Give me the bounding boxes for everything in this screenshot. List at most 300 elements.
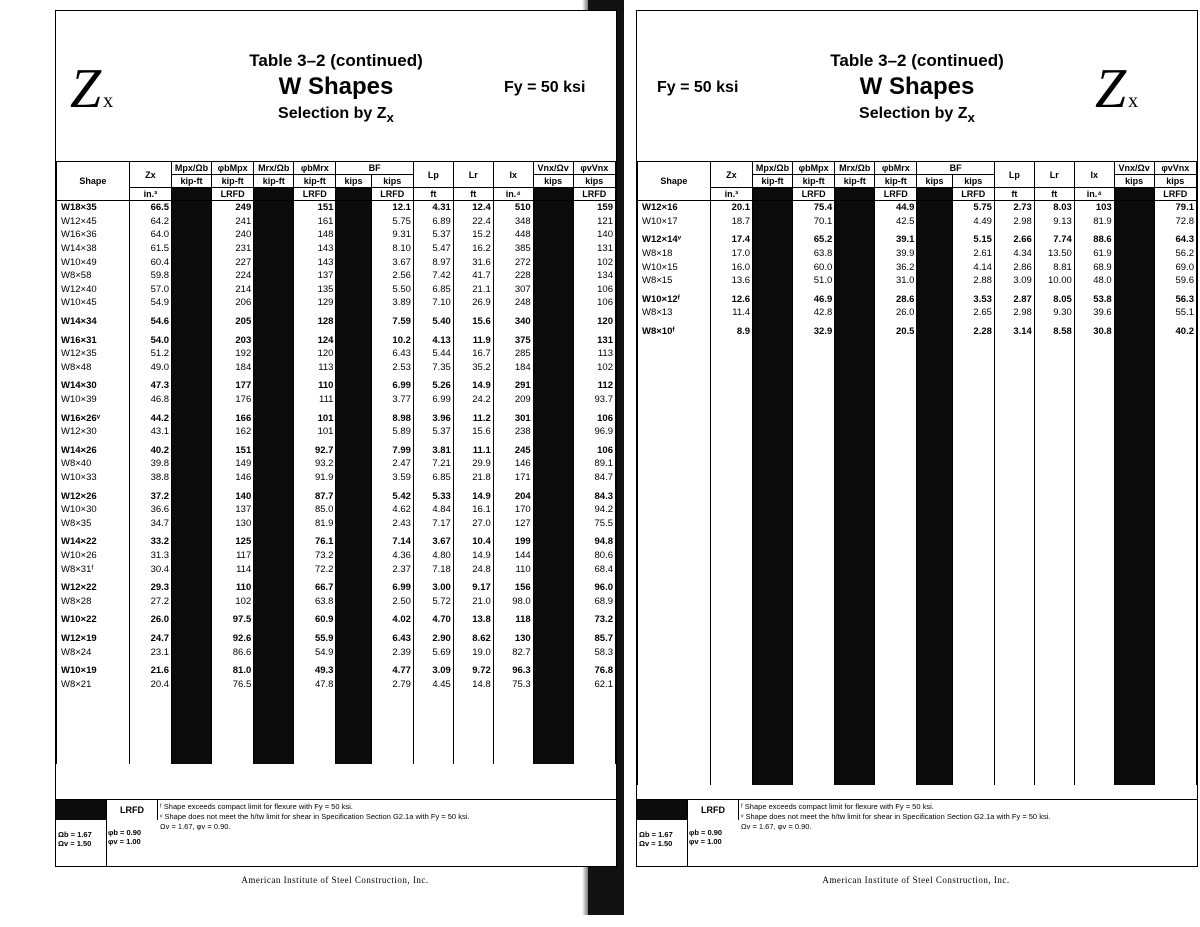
ix-cell: 340 [493,310,533,329]
lp-cell: 2.73 [994,201,1034,215]
shape-cell: W14×26 [57,439,130,458]
lrfd-label: LRFD [106,800,158,820]
r_lrfd-cell: 44.9 [875,201,917,215]
p_lrfd-cell: 86.6 [211,645,253,659]
table-caption: Table 3–2 (continued) [830,51,1004,70]
empty-cell [710,338,752,785]
phi-v: φv = 1.00 [689,837,722,846]
r_lrfd-cell: 93.2 [294,457,336,471]
lr-cell: 16.2 [453,242,493,256]
zx-cell: 12.6 [710,288,752,307]
bf-cell: 2.43 [371,516,413,530]
right-selection-table [637,161,1197,785]
asd-shaded-cell [917,288,952,307]
table-row [57,242,616,256]
empty-cell [129,691,171,764]
empty-cell [994,338,1034,785]
table-row [57,471,616,485]
lr-cell: 14.9 [453,374,493,393]
shape-cell: W10×17 [638,215,711,229]
bf-cell: 4.49 [952,215,994,229]
ix-cell: 75.3 [493,677,533,691]
unit-header: kip-ft [254,175,294,188]
shape-cell: W10×33 [57,471,130,485]
asd-shaded-cell [533,255,573,269]
ix-cell: 110 [493,562,533,576]
zx-header: Zx [129,162,171,188]
table-subtitle [757,105,1077,125]
unit-header: kip-ft [835,175,875,188]
asd-shaded-cell [917,320,952,339]
ix-cell: 39.6 [1074,306,1114,320]
unit-header: kips [573,175,615,188]
lp-cell: 2.87 [994,288,1034,307]
p_lrfd-cell: 231 [211,242,253,256]
empty-cell [1034,338,1074,785]
shape-cell: W8×35 [57,516,130,530]
p_lrfd-cell: 140 [211,484,253,503]
zx-cell: 54.6 [129,310,171,329]
p_lrfd-cell: 63.8 [792,247,834,261]
asd-shaded-cell [336,374,371,393]
zx-cell: 17.4 [710,228,752,247]
asd-shaded-cell [917,338,952,785]
asd-shaded-cell [1114,306,1154,320]
asd-factors [639,830,685,848]
asd-shaded-cell [753,228,793,247]
asd-shaded-cell [336,562,371,576]
filler-row [638,338,1197,785]
asd-shaded-cell [336,576,371,595]
v-cell: 40.2 [1154,320,1196,339]
asd-shaded-cell [835,201,875,215]
zx-cell: 33.2 [129,530,171,549]
zx-cell: 47.3 [129,374,171,393]
subtitle-text: Selection by Z [859,105,968,122]
asd-shaded-cell [753,306,793,320]
lrfd-label: LRFD [687,800,739,820]
footnotes [160,802,610,832]
shape-cell: W8×58 [57,269,130,283]
r_lrfd-cell: 91.9 [294,471,336,485]
asd-shaded-cell [254,503,294,517]
zx-cell: 54.0 [129,328,171,347]
empty-cell [638,338,711,785]
lr-cell: 15.2 [453,228,493,242]
bf-cell: 3.67 [371,255,413,269]
asd-shaded-cell [753,201,793,215]
zx-cell: 39.8 [129,457,171,471]
asd-shaded-cell [1114,228,1154,247]
v-cell: 72.8 [1154,215,1196,229]
table-row [57,310,616,329]
ix-cell: 228 [493,269,533,283]
bf-cell: 6.43 [371,347,413,361]
shape-cell: W12×30 [57,425,130,439]
asd-shaded-cell [254,374,294,393]
zx-cell: 46.8 [129,393,171,407]
asd-shaded-cell [835,288,875,307]
zx-cell: 17.0 [710,247,752,261]
bf-cell: 5.89 [371,425,413,439]
omega-b: Ωb = 1.67 [58,830,92,839]
shape-cell: W18×35 [57,201,130,215]
asd-shaded-cell [753,247,793,261]
unit-header [917,188,952,201]
asd-shaded-cell [254,242,294,256]
table-row [57,503,616,517]
lr-cell: 10.4 [453,530,493,549]
bf-cell: 4.62 [371,503,413,517]
right-title-block [757,51,1077,125]
lp-cell: 3.14 [994,320,1034,339]
asd-shaded-cell [172,516,212,530]
unit-header: kips [1154,175,1196,188]
shape-cell: W8×13 [638,306,711,320]
asd-shaded-cell [172,471,212,485]
r_lrfd-cell: 81.9 [294,516,336,530]
bf-cell: 2.28 [952,320,994,339]
asd-shaded-cell [172,425,212,439]
bf-cell: 10.2 [371,328,413,347]
r_lrfd-cell: 148 [294,228,336,242]
bf-cell: 5.42 [371,484,413,503]
asd-shaded-cell [753,215,793,229]
p_lrfd-cell: 224 [211,269,253,283]
empty-cell [493,691,533,764]
bf-cell: 9.31 [371,228,413,242]
empty-cell [875,338,917,785]
lp-cell: 4.70 [413,608,453,627]
table-row [57,425,616,439]
unit-header: ft [453,188,493,201]
p_lrfd-cell: 70.1 [792,215,834,229]
bf-cell: 7.59 [371,310,413,329]
bf-cell: 2.50 [371,594,413,608]
lr-cell: 29.9 [453,457,493,471]
unit-header: LRFD [875,188,917,201]
lp-cell: 5.69 [413,645,453,659]
p_lrfd-cell: 203 [211,328,253,347]
ix-cell: 82.7 [493,645,533,659]
asd-shaded-cell [336,201,371,215]
lr-cell: 21.0 [453,594,493,608]
lp-cell: 6.85 [413,283,453,297]
asd-shaded-cell [533,269,573,283]
table-row [638,320,1197,339]
zx-cell: 34.7 [129,516,171,530]
lp-cell: 3.00 [413,576,453,595]
subtitle-text: Selection by Z [278,105,387,122]
bf-cell: 4.02 [371,608,413,627]
unit-header [1114,188,1154,201]
lrfd-factors [689,828,735,846]
r_lrfd-cell: 72.2 [294,562,336,576]
shape-cell: W12×26 [57,484,130,503]
bf-header: BF [917,162,994,175]
table-row [57,393,616,407]
lp-cell: 3.67 [413,530,453,549]
asd-shaded-cell [254,347,294,361]
bf-cell: 5.15 [952,228,994,247]
r_lrfd-cell: 92.7 [294,439,336,458]
phi-b: φb = 0.90 [108,828,142,837]
empty-cell [211,691,253,764]
right-page [636,10,1198,867]
asd-shaded-cell [336,215,371,229]
empty-cell [952,338,994,785]
ix-cell: 291 [493,374,533,393]
r_lrfd-cell: 135 [294,283,336,297]
asd-shaded-cell [254,439,294,458]
asd-shaded-cell [753,320,793,339]
r_lrfd-cell: 128 [294,310,336,329]
lr-cell: 11.1 [453,439,493,458]
bf-cell: 3.77 [371,393,413,407]
empty-cell [1154,338,1196,785]
asd-shaded-cell [835,306,875,320]
asd-shaded-cell [336,255,371,269]
asd-shaded-cell [254,201,294,215]
v-cell: 140 [573,228,615,242]
asd-shaded-cell [336,503,371,517]
v-cell: 112 [573,374,615,393]
r_lrfd-cell: 42.5 [875,215,917,229]
footnote-f: ᶠ Shape exceeds compact limit for flexure with Fy = 50 ksi. [741,802,934,811]
r_lrfd-cell: 111 [294,393,336,407]
ix-cell: 199 [493,530,533,549]
r_lrfd-cell: 101 [294,406,336,425]
p_lrfd-cell: 162 [211,425,253,439]
zx-cell: 13.6 [710,274,752,288]
shape-cell: W12×45 [57,215,130,229]
unit-header: LRFD [211,188,253,201]
asd-shaded-cell [533,425,573,439]
asd-shaded-cell [533,201,573,215]
asd-factors [58,830,104,848]
p_lrfd-cell: 214 [211,283,253,297]
lr-cell: 11.2 [453,406,493,425]
asd-shaded-cell [336,457,371,471]
shape-cell: W14×30 [57,374,130,393]
bf-cell: 2.61 [952,247,994,261]
bf-cell: 2.37 [371,562,413,576]
lr-cell: 9.72 [453,659,493,678]
zx-cell: 30.4 [129,562,171,576]
ix-cell: 30.8 [1074,320,1114,339]
unit-header: LRFD [1154,188,1196,201]
asd-shaded-cell [753,274,793,288]
publisher-credit: American Institute of Steel Construction, Inc. [241,875,429,885]
asd-shaded-cell [172,328,212,347]
unit-header [254,188,294,201]
asd-shaded-cell [336,659,371,678]
p_lrfd-cell: 76.5 [211,677,253,691]
lr-cell: 31.6 [453,255,493,269]
asd-shaded-cell [254,425,294,439]
asd-shaded-cell [254,549,294,563]
asd-shaded-cell [254,457,294,471]
shape-cell: W14×38 [57,242,130,256]
unit-header [533,188,573,201]
asd-shaded-cell [533,484,573,503]
p_lrfd-cell: 149 [211,457,253,471]
asd-shaded-cell [533,283,573,297]
yield-strength-label: Fy = 50 ksi [657,79,739,96]
ix-cell: 170 [493,503,533,517]
lp-cell: 5.72 [413,594,453,608]
v-cell: 75.5 [573,516,615,530]
asd-shaded-cell [172,457,212,471]
bf-cell: 5.50 [371,283,413,297]
table-row [638,247,1197,261]
zx-cell: 11.4 [710,306,752,320]
bf-cell: 4.77 [371,659,413,678]
asd-shaded-cell [336,242,371,256]
asd-shaded-cell [172,310,212,329]
table-title: W Shapes [859,73,975,100]
right-footer [637,799,1197,866]
ix-cell: 375 [493,328,533,347]
subtitle-sub: x [967,110,975,126]
shape-cell: W8×24 [57,645,130,659]
v-cell: 93.7 [573,393,615,407]
table-row [57,457,616,471]
lr-cell: 14.8 [453,677,493,691]
asd-shaded-cell [1114,201,1154,215]
asd-shaded-cell [172,627,212,646]
lp-cell: 4.13 [413,328,453,347]
p_lrfd-cell: 42.8 [792,306,834,320]
v-cell: 113 [573,347,615,361]
left-page [55,10,617,867]
lr-cell: 11.9 [453,328,493,347]
zx-cell: 64.2 [129,215,171,229]
lp-cell: 4.84 [413,503,453,517]
asd-shaded-cell [254,530,294,549]
asd-shaded-cell [172,255,212,269]
p_lrfd-cell: 117 [211,549,253,563]
zx-cell: 61.5 [129,242,171,256]
shape-cell: W12×40 [57,283,130,297]
lr-cell: 8.03 [1034,201,1074,215]
bf-cell: 7.14 [371,530,413,549]
r_lrfd-cell: 129 [294,296,336,310]
v-cell: 102 [573,361,615,375]
mp-lrfd-header: φbMpx [211,162,253,175]
asd-shaded-cell [254,516,294,530]
bf-cell: 2.79 [371,677,413,691]
table-row [57,627,616,646]
z-letter: Z [70,58,102,120]
table-row [57,374,616,393]
unit-header: in.³ [129,188,171,201]
asd-shaded-cell [835,260,875,274]
asd-shaded-cell [336,691,371,764]
bf-cell: 5.75 [952,201,994,215]
v-cell: 102 [573,255,615,269]
unit-header: ft [1034,188,1074,201]
r_lrfd-cell: 49.3 [294,659,336,678]
zx-cell: 38.8 [129,471,171,485]
asd-shaded-cell [254,255,294,269]
asd-shaded-cell [336,677,371,691]
lp-cell: 5.33 [413,484,453,503]
shape-cell: W10×19 [57,659,130,678]
v-cell: 79.1 [1154,201,1196,215]
mr-lrfd-header: φbMrx [294,162,336,175]
lp-cell: 6.89 [413,215,453,229]
ix-cell: 103 [1074,201,1114,215]
r_lrfd-cell: 39.9 [875,247,917,261]
shape-cell: W8×31ᶠ [57,562,130,576]
v-cell: 96.9 [573,425,615,439]
asd-shaded-cell [533,608,573,627]
bf-cell: 12.1 [371,201,413,215]
bf-cell: 2.47 [371,457,413,471]
asd-shaded-cell [336,645,371,659]
asd-shaded-cell [336,594,371,608]
r_lrfd-cell: 143 [294,242,336,256]
asd-shaded-cell [533,361,573,375]
ix-cell: 53.8 [1074,288,1114,307]
bf-cell: 4.36 [371,549,413,563]
shape-cell: W8×10ᶠ [638,320,711,339]
zx-cell: 18.7 [710,215,752,229]
lp-cell: 4.31 [413,201,453,215]
asd-shaded-cell [254,594,294,608]
table-row [57,296,616,310]
v-cell: 68.9 [573,594,615,608]
asd-shaded-cell [172,201,212,215]
zx-cell: 64.0 [129,228,171,242]
asd-shaded-cell [533,296,573,310]
table-row [638,201,1197,215]
p_lrfd-cell: 92.6 [211,627,253,646]
v-cell: 56.2 [1154,247,1196,261]
table-row [57,201,616,215]
unit-header: kips [533,175,573,188]
asd-shaded-cell [172,576,212,595]
asd-shaded-cell [1114,288,1154,307]
v-cell: 55.1 [1154,306,1196,320]
asd-shaded-cell [753,338,793,785]
footnote-v: ᵛ Shape does not meet the h/tw limit for shear in Specification Section G2.1a with Fy = 50 ksi. [741,812,1051,821]
r_lrfd-cell: 120 [294,347,336,361]
table-row [638,306,1197,320]
p_lrfd-cell: 60.0 [792,260,834,274]
unit-header [336,188,371,201]
v-cell: 59.6 [1154,274,1196,288]
z-subscript: x [103,90,114,112]
unit-header: in.⁴ [493,188,533,201]
r_lrfd-cell: 87.7 [294,484,336,503]
lp-cell: 7.18 [413,562,453,576]
asd-shaded-cell [336,516,371,530]
asd-shaded-cell [336,439,371,458]
bf-cell: 3.53 [952,288,994,307]
lr-header: Lr [1034,162,1074,188]
empty-cell [792,338,834,785]
lr-cell: 21.8 [453,471,493,485]
p_lrfd-cell: 46.9 [792,288,834,307]
asd-shaded-cell [254,283,294,297]
asd-shaded-cell [336,361,371,375]
asd-shaded-cell [254,691,294,764]
table-row [638,288,1197,307]
shape-cell: W16×31 [57,328,130,347]
unit-header: kips [336,175,371,188]
